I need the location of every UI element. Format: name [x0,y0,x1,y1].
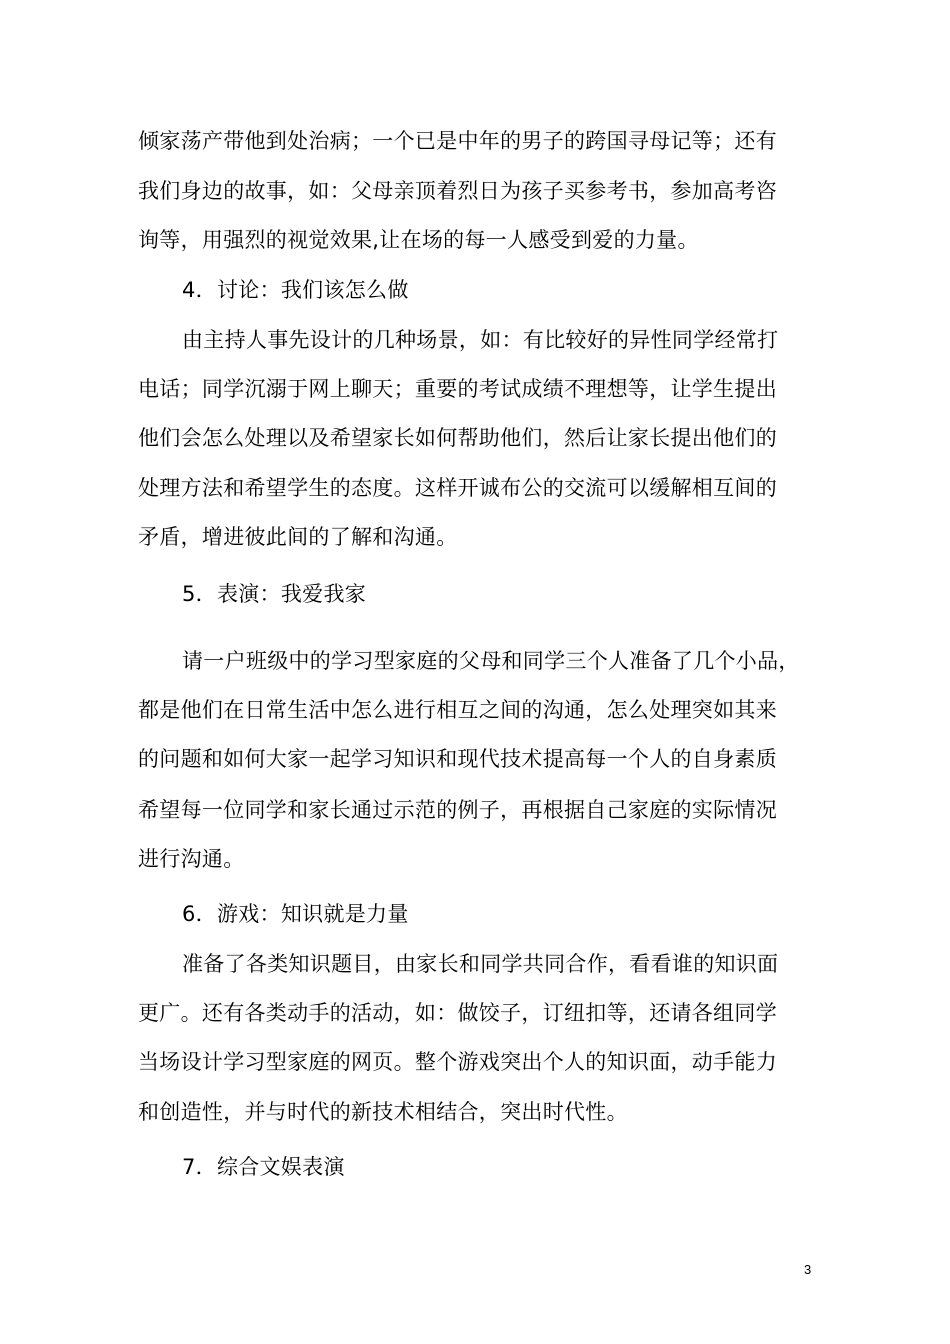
paragraph-line: 希望每一位同学和家长通过示范的例子，再根据自己家庭的实际情况 [138,798,777,822]
paragraph-line: 处理方法和希望学生的态度。这样开诚布公的交流可以缓解相互间的 [138,476,777,500]
paragraph-line: 的问题和如何大家一起学习知识和现代技术提高每一个人的自身素质 [138,747,777,771]
paragraph-line: 倾家荡产带他到处治病；一个已是中年的男子的跨国寻母记等；还有 [138,129,777,153]
paragraph-line: 和创造性，并与时代的新技术相结合，突出时代性。 [138,1100,628,1124]
paragraph-line: 都是他们在日常生活中怎么进行相互之间的沟通，怎么处理突如其来 [138,698,777,722]
section-heading-7: 7．综合文娱表演 [182,1155,345,1179]
section-heading-5: 5．表演：我爱我家 [182,582,367,606]
paragraph-line: 询等，用强烈的视觉效果,让在场的每一人感受到爱的力量。 [138,228,699,252]
paragraph-line: 当场设计学习型家庭的网页。整个游戏突出个人的知识面，动手能力 [138,1050,777,1074]
paragraph-line: 矛盾，增进彼此间的了解和沟通。 [138,525,458,549]
paragraph-line: 我们身边的故事，如：父母亲顶着烈日为孩子买参考书，参加高考咨 [138,179,777,203]
paragraph-line: 进行沟通。 [138,847,245,871]
paragraph-line: 更广。还有各类动手的活动，如：做饺子，订纽扣等，还请各组同学 [138,1001,777,1025]
section-heading-6: 6．游戏：知识就是力量 [182,902,409,926]
page-number: 3 [804,1262,812,1277]
paragraph-line: 电话；同学沉溺于网上聊天；重要的考试成绩不理想等，让学生提出 [138,377,777,401]
paragraph-line: 准备了各类知识题目，由家长和同学共同合作，看看谁的知识面 [182,952,779,976]
paragraph-line: 由主持人事先设计的几种场景，如：有比较好的异性同学经常打 [182,328,779,352]
section-heading-4: 4．讨论：我们该怎么做 [182,278,409,302]
paragraph-line: 他们会怎么处理以及希望家长如何帮助他们，然后让家长提出他们的 [138,426,777,450]
paragraph-line: 请一户班级中的学习型家庭的父母和同学三个人准备了几个小品， [182,649,800,673]
